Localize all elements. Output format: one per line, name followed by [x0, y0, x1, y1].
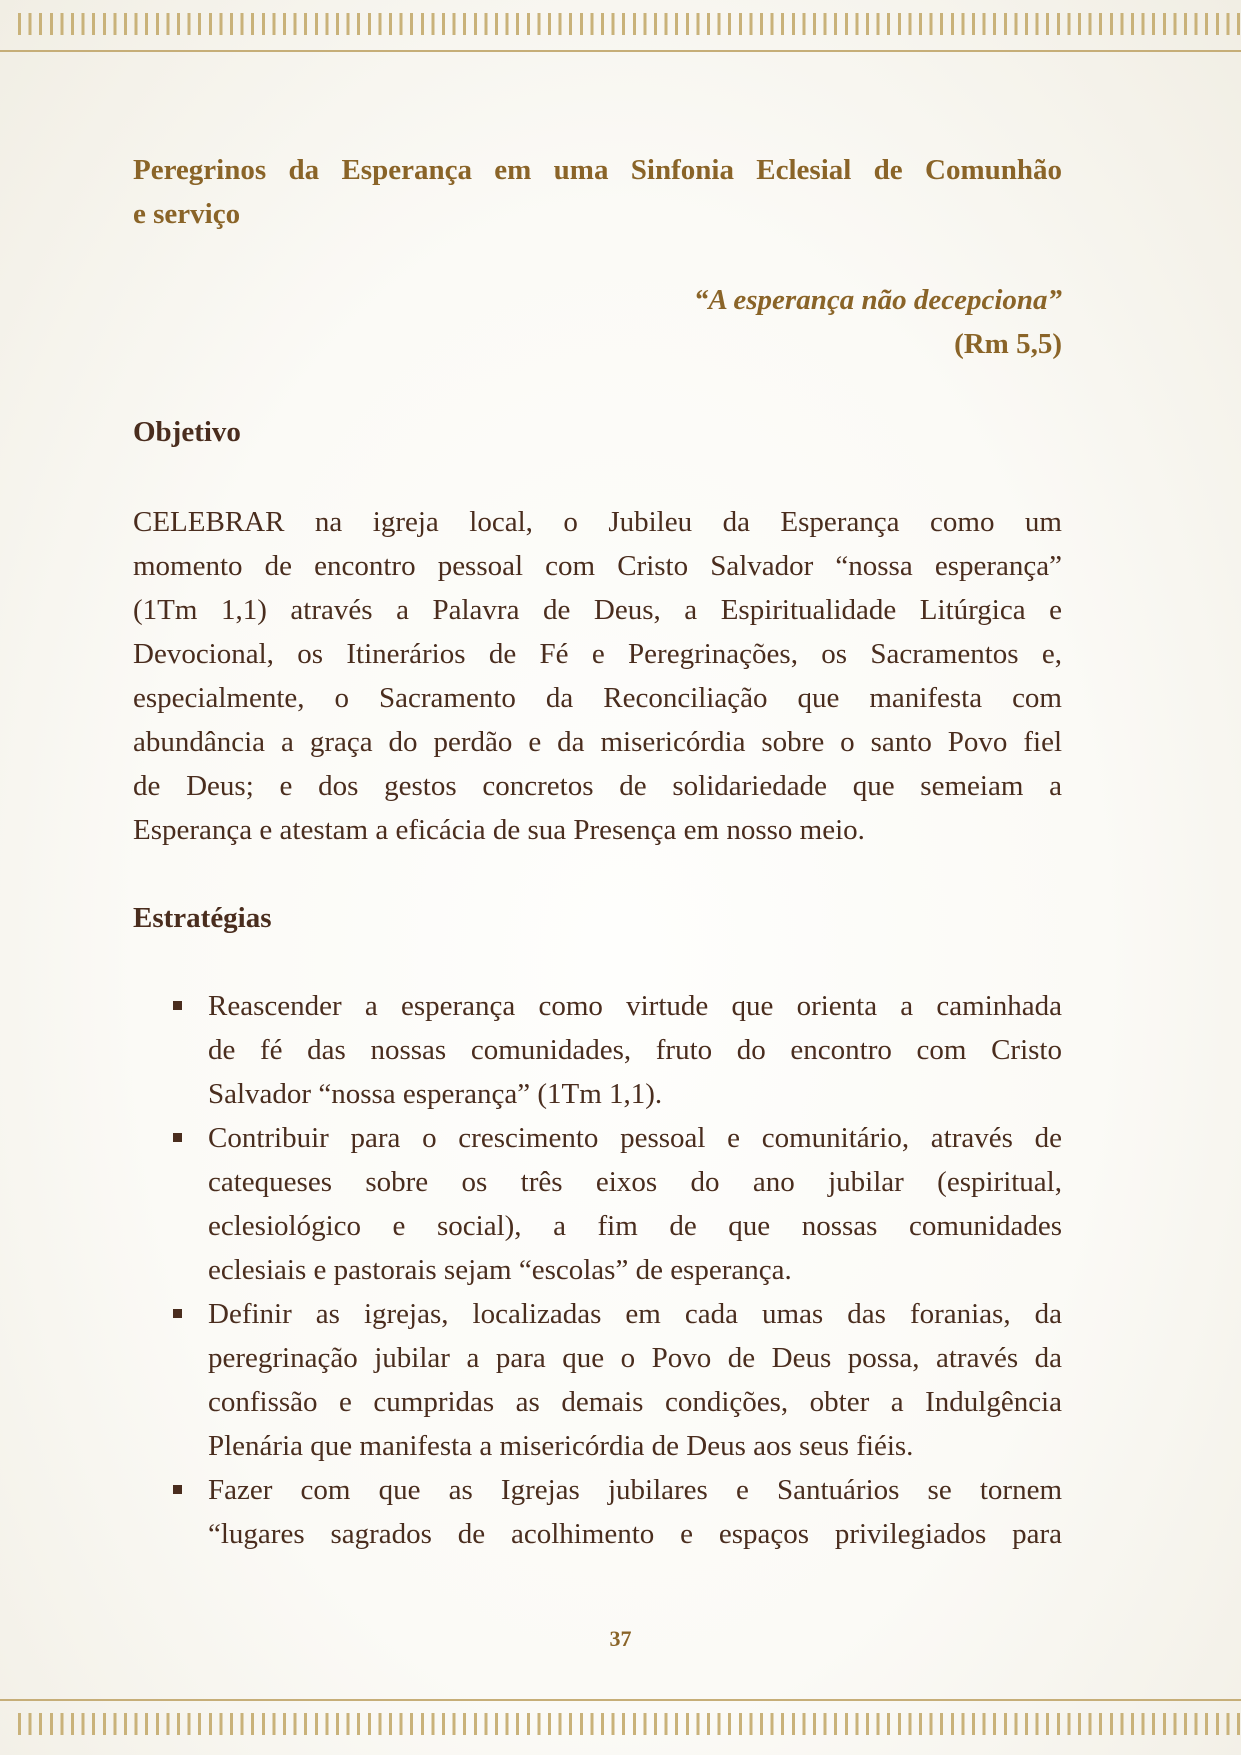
strategy-list-item [208, 1292, 1062, 1468]
square-bullet-icon [173, 1485, 182, 1494]
bottom-border-pattern [18, 1713, 1241, 1735]
paragraph-line: Devocional, os Itinerários de Fé e Peregrinações, os Sacramentos e, [133, 638, 1062, 670]
epigraph-quote: “A esperança não decepciona” [693, 284, 1062, 316]
bottom-rule [0, 1699, 1241, 1701]
objective-heading: Objetivo [133, 416, 241, 448]
square-bullet-icon [173, 1133, 182, 1142]
square-bullet-icon [173, 1309, 182, 1318]
strategy-line: confissão e cumpridas as demais condições, obter a Indulgência [208, 1386, 1062, 1418]
strategy-list-item [208, 1116, 1062, 1292]
strategy-line: Plenária que manifesta a misericórdia de Deus aos seus fiéis. [208, 1430, 914, 1462]
top-rule [0, 50, 1241, 52]
strategy-line: “lugares sagrados de acolhimento e espaços privilegiados para [208, 1518, 1062, 1550]
strategy-list-item [208, 1468, 1062, 1556]
objective-paragraph [133, 500, 1062, 852]
paragraph-line: momento de encontro pessoal com Cristo Salvador “nossa esperança” [133, 550, 1062, 582]
strategy-line: eclesiais e pastorais sejam “escolas” de esperança. [208, 1254, 792, 1286]
paragraph-line: (1Tm 1,1) através a Palavra de Deus, a Espiritualidade Litúrgica e [133, 594, 1062, 626]
paragraph-line: abundância a graça do perdão e da misericórdia sobre o santo Povo fiel [133, 726, 1062, 758]
epigraph-reference: (Rm 5,5) [954, 328, 1062, 360]
top-border-pattern [18, 13, 1241, 35]
paragraph-line: especialmente, o Sacramento da Reconciliação que manifesta com [133, 682, 1062, 714]
square-bullet-icon [173, 1001, 182, 1010]
paragraph-line: CELEBRAR na igreja local, o Jubileu da Esperança como um [133, 506, 1062, 538]
strategy-line: catequeses sobre os três eixos do ano jubilar (espiritual, [208, 1166, 1062, 1198]
page-title [133, 148, 1062, 236]
title-line: e serviço [133, 198, 241, 230]
page-number: 37 [609, 1626, 632, 1651]
paragraph-line: de Deus; e dos gestos concretos de solidariedade que semeiam a [133, 770, 1062, 802]
paragraph-line: Esperança e atestam a eficácia de sua Presença em nosso meio. [133, 814, 865, 846]
strategy-line: peregrinação jubilar a para que o Povo de Deus possa, através da [208, 1342, 1062, 1374]
strategy-line: eclesiológico e social), a fim de que nossas comunidades [208, 1210, 1062, 1242]
strategy-line: Definir as igrejas, localizadas em cada umas das foranias, da [208, 1298, 1062, 1330]
strategies-heading: Estratégias [133, 902, 272, 934]
strategy-list-item [208, 984, 1062, 1116]
strategy-line: Reascender a esperança como virtude que orienta a caminhada [208, 990, 1062, 1022]
strategy-line: Contribuir para o crescimento pessoal e comunitário, através de [208, 1122, 1062, 1154]
title-line: Peregrinos da Esperança em uma Sinfonia Eclesial de Comunhão [133, 154, 1062, 186]
strategy-line: Fazer com que as Igrejas jubilares e Santuários se tornem [208, 1474, 1062, 1506]
strategy-line: de fé das nossas comunidades, fruto do encontro com Cristo [208, 1034, 1062, 1066]
strategy-line: Salvador “nossa esperança” (1Tm 1,1). [208, 1078, 663, 1110]
